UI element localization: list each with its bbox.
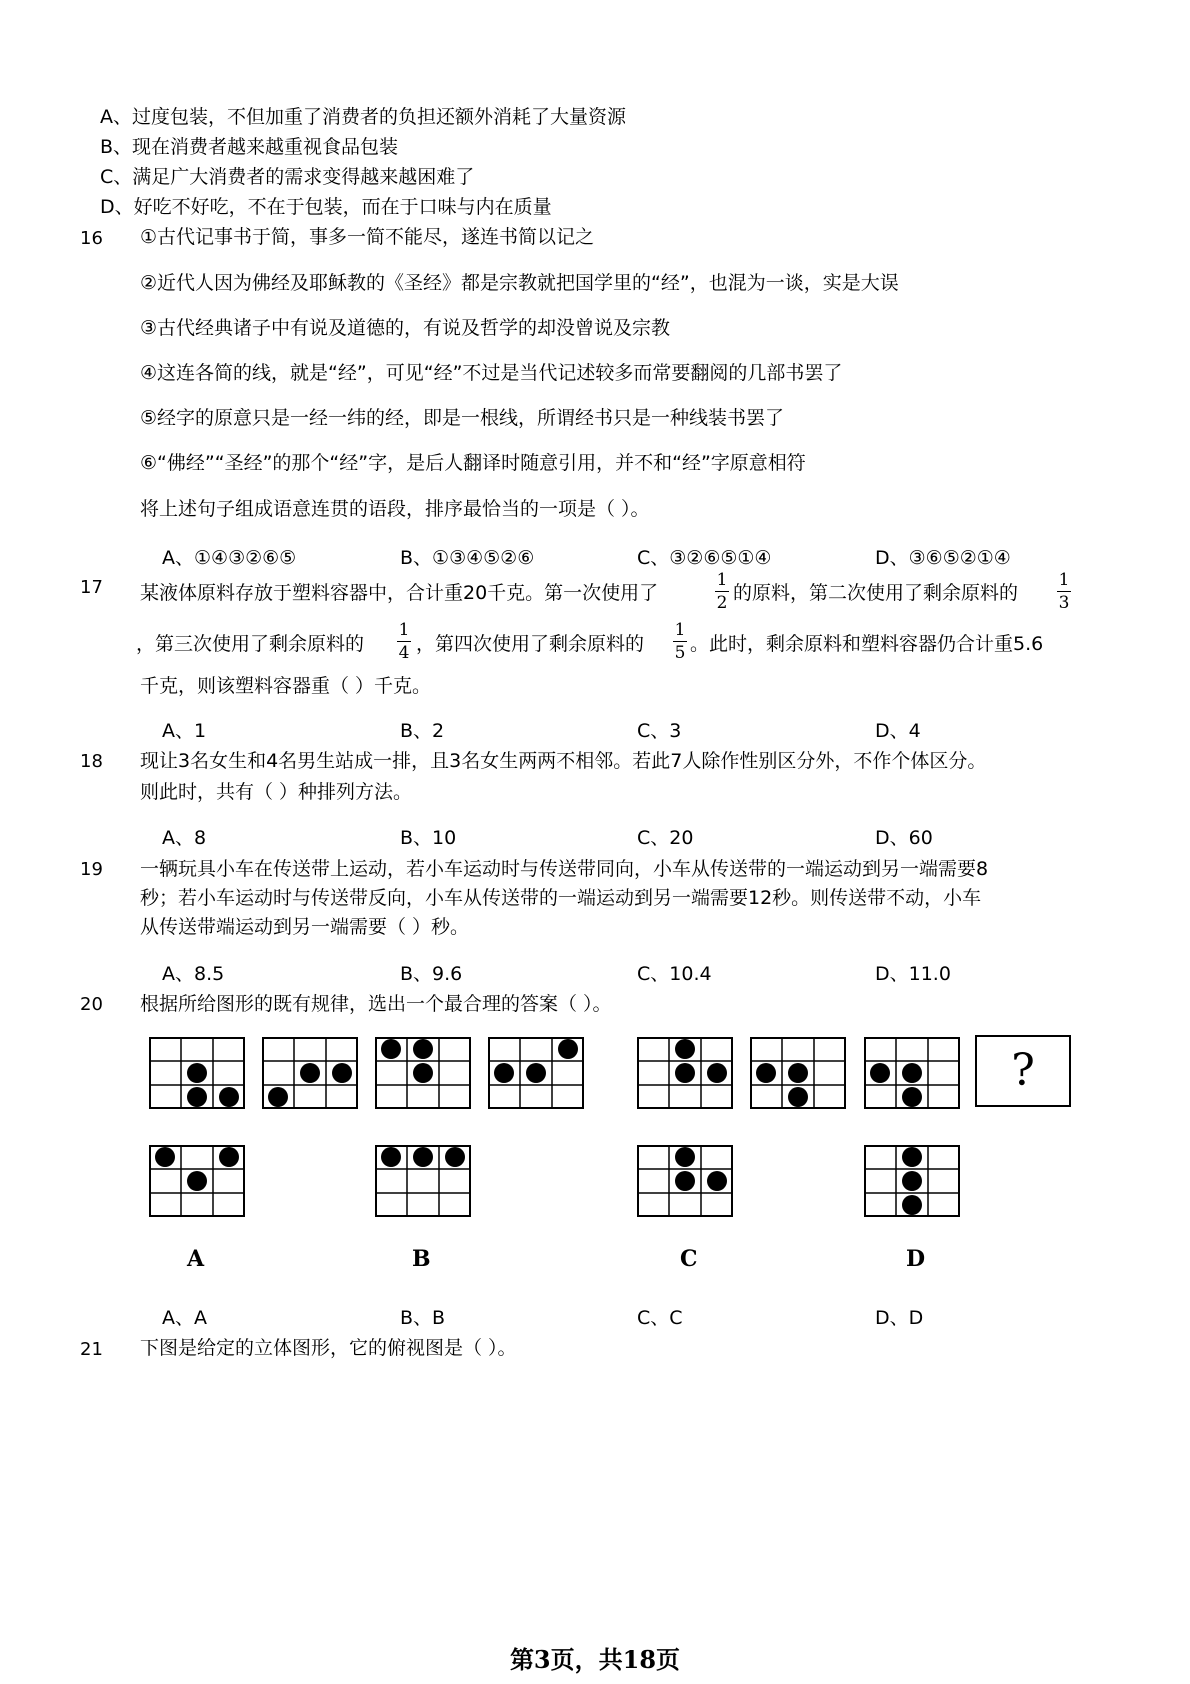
q16-option-b: B、①③④⑤②⑥	[400, 547, 535, 569]
q20-question-mark: ?	[1011, 1045, 1035, 1096]
q20-option-d: D、D	[875, 1307, 924, 1329]
q18-line-2: 则此时，共有（ ）种排列方法。	[140, 781, 413, 803]
grid-dot	[756, 1063, 776, 1083]
q15-option-d: D、好吃不好吃，不在于包装，而在于口味与内在质量	[100, 196, 552, 218]
grid-dot	[268, 1087, 288, 1107]
q20-answer-grid-a	[149, 1145, 245, 1217]
q16-sentence-1: ①古代记事书于简，事多一简不能尽，遂连书简以记之	[140, 226, 595, 248]
q15-option-b: B、现在消费者越来越重视食品包装	[100, 136, 399, 158]
q20-option-c: C、C	[637, 1307, 683, 1329]
q20-sequence-grid-1	[149, 1037, 245, 1109]
grid-dot	[300, 1063, 320, 1083]
q20-answer-grid-c	[637, 1145, 733, 1217]
q17-option-a: A、1	[162, 720, 207, 742]
q17-fraction-2-den: 3	[1058, 593, 1070, 613]
grid-dot	[707, 1063, 727, 1083]
q17-fraction-3-num: 1	[398, 620, 410, 640]
q18-option-c: C、20	[637, 827, 694, 849]
q19-line-1: 一辆玩具小车在传送带上运动，若小车运动时与传送带同向，小车从传送带的一端运动到另一端需要8	[140, 858, 989, 880]
q17-fraction-4	[671, 620, 689, 663]
grid-dot	[707, 1171, 727, 1191]
grid-dot	[675, 1039, 695, 1059]
q17-option-b: B、2	[400, 720, 445, 742]
grid-dot	[675, 1171, 695, 1191]
q17-number: 17	[80, 577, 103, 598]
grid-dot	[219, 1087, 239, 1107]
q20-option-b: B、B	[400, 1307, 446, 1329]
q17-fraction-1-num: 1	[716, 570, 728, 590]
page-footer: 第3页，共18页	[509, 1645, 681, 1674]
q19-number: 19	[80, 859, 103, 880]
q17-text-6: 千克，则该塑料容器重（ ）千克。	[140, 675, 432, 697]
grid-dot	[332, 1063, 352, 1083]
grid-dot	[788, 1087, 808, 1107]
q17-fraction-2	[1055, 570, 1073, 613]
grid-dot	[155, 1147, 175, 1167]
grid-dot	[902, 1063, 922, 1083]
q17-fraction-1	[713, 570, 731, 613]
q21-number: 21	[80, 1339, 103, 1360]
q20-answer-grid-b	[375, 1145, 471, 1217]
q19-line-3: 从传送带端运动到另一端需要（ ）秒。	[140, 916, 470, 938]
q20-sequence-grid-4	[488, 1037, 584, 1109]
grid-dot	[187, 1063, 207, 1083]
q16-sentence-2: ②近代人因为佛经及耶稣教的《圣经》都是宗教就把国学里的“经”，也混为一谈，实是大误	[140, 272, 899, 294]
q15-option-c: C、满足广大消费者的需求变得越来越困难了	[100, 166, 475, 188]
q18-number: 18	[80, 751, 103, 772]
q17-text-2: 的原料，第二次使用了剩余原料的	[733, 582, 1019, 604]
q18-option-d: D、60	[875, 827, 933, 849]
grid-dot	[494, 1063, 514, 1083]
grid-dot	[902, 1195, 922, 1215]
grid-dot	[187, 1087, 207, 1107]
grid-dot	[381, 1039, 401, 1059]
q19-option-b: B、9.6	[400, 963, 463, 985]
q20-sequence-grid-2	[262, 1037, 358, 1109]
q15-option-a: A、过度包装，不但加重了消费者的负担还额外消耗了大量资源	[100, 106, 626, 128]
grid-dot	[187, 1171, 207, 1191]
q17-fraction-4-den: 5	[674, 643, 686, 663]
q17-option-d: D、4	[875, 720, 921, 742]
grid-dot	[675, 1063, 695, 1083]
q17-fraction-3-den: 4	[398, 643, 410, 663]
q19-option-c: C、10.4	[637, 963, 712, 985]
q21-prompt: 下图是给定的立体图形，它的俯视图是（ ）。	[140, 1337, 517, 1359]
q17-text-5: 。此时，剩余原料和塑料容器仍合计重5.6	[690, 633, 1044, 655]
q20-sequence-grid-3	[375, 1037, 471, 1109]
q17-text-3: ，第三次使用了剩余原料的	[136, 633, 365, 655]
q16-option-c: C、③②⑥⑤①④	[637, 547, 772, 569]
q17-text-1: 某液体原料存放于塑料容器中，合计重20千克。第一次使用了	[140, 582, 659, 604]
q17-fraction-3	[395, 620, 413, 663]
grid-dot	[902, 1087, 922, 1107]
q19-option-a: A、8.5	[162, 963, 225, 985]
grid-dot	[413, 1147, 433, 1167]
grid-dot	[870, 1063, 890, 1083]
grid-dot	[902, 1147, 922, 1167]
grid-dot	[675, 1147, 695, 1167]
q20-sequence-grid-6	[750, 1037, 846, 1109]
q17-fraction-1-den: 2	[716, 593, 728, 613]
q18-option-b: B、10	[400, 827, 457, 849]
q20-answer-letter-a: A	[187, 1246, 205, 1272]
q16-sentence-3: ③古代经典诸子中有说及道德的，有说及哲学的却没曾说及宗教	[140, 317, 671, 339]
q16-sentence-4: ④这连各简的线，就是“经”，可见“经”不过是当代记述较多而常要翻阅的几部书罢了	[140, 362, 843, 384]
q16-option-a: A、①④③②⑥⑤	[162, 547, 297, 569]
q20-sequence-grid-5	[637, 1037, 733, 1109]
q20-answer-letter-b: B	[412, 1246, 431, 1272]
q20-answer-letter-d: D	[906, 1246, 926, 1272]
q16-option-d: D、③⑥⑤②①④	[875, 547, 1011, 569]
grid-dot	[526, 1063, 546, 1083]
q20-option-a: A、A	[162, 1307, 207, 1329]
q16-sentence-5: ⑤经字的原意只是一经一纬的经，即是一根线，所谓经书只是一种线装书罢了	[140, 407, 785, 429]
grid-dot	[558, 1039, 578, 1059]
grid-dot	[381, 1147, 401, 1167]
q16-number: 16	[80, 228, 103, 249]
grid-dot	[413, 1063, 433, 1083]
q16-prompt: 将上述句子组成语意连贯的语段，排序最恰当的一项是（ ）。	[140, 498, 650, 520]
grid-dot	[413, 1039, 433, 1059]
q16-sentence-6: ⑥“佛经”“圣经”的那个“经”字，是后人翻译时随意引用，并不和“经”字原意相符	[140, 452, 806, 474]
q17-text-4: ，第四次使用了剩余原料的	[416, 633, 645, 655]
q17-fraction-2-num: 1	[1058, 570, 1070, 590]
q17-fraction-4-num: 1	[674, 620, 686, 640]
q20-number: 20	[80, 994, 103, 1015]
grid-dot	[445, 1147, 465, 1167]
q17-option-c: C、3	[637, 720, 682, 742]
q20-answer-grid-d	[864, 1145, 960, 1217]
q18-line-1: 现让3名女生和4名男生站成一排，且3名女生两两不相邻。若此7人除作性别区分外，不作个体区分。	[140, 750, 987, 772]
grid-dot	[219, 1147, 239, 1167]
q19-line-2: 秒；若小车运动时与传送带反向，小车从传送带的一端运动到另一端需要12秒。则传送带不动，小车	[140, 887, 982, 909]
q19-option-d: D、11.0	[875, 963, 951, 985]
q18-option-a: A、8	[162, 827, 207, 849]
q20-answer-letter-c: C	[680, 1246, 698, 1272]
q20-sequence-grid-7	[864, 1037, 960, 1109]
q20-question-box	[975, 1035, 1071, 1107]
q20-prompt: 根据所给图形的既有规律，选出一个最合理的答案（ ）。	[140, 993, 612, 1015]
grid-dot	[788, 1063, 808, 1083]
grid-dot	[902, 1171, 922, 1191]
